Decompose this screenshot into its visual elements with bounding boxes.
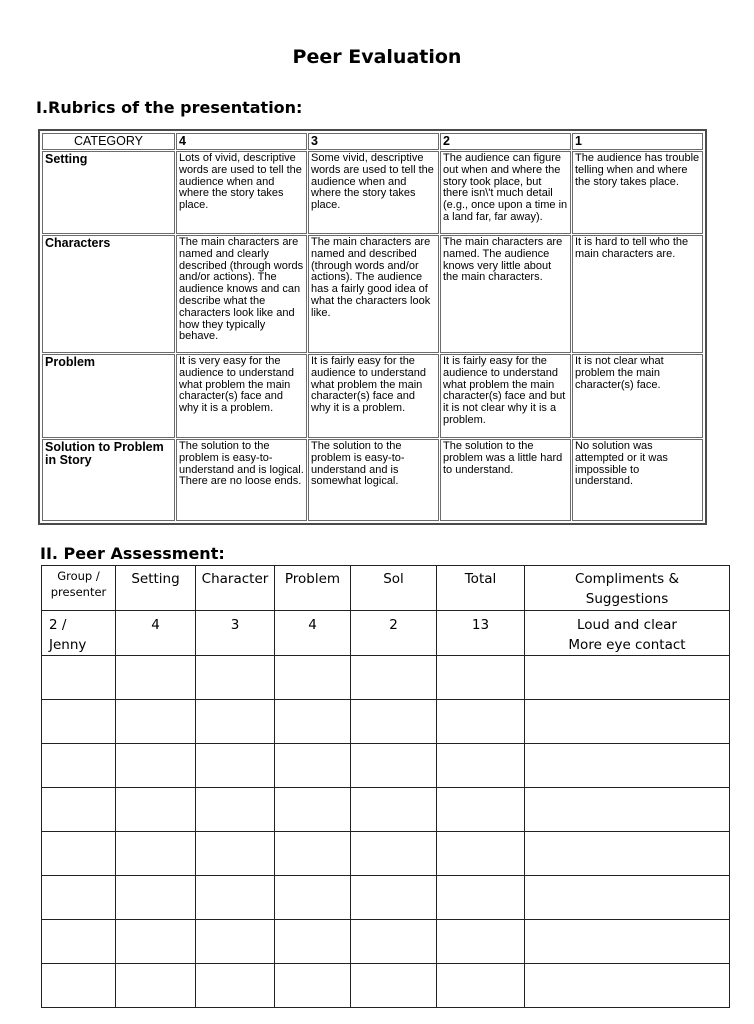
character-score xyxy=(196,744,274,748)
cell-total[interactable] xyxy=(437,920,525,964)
cell-total[interactable] xyxy=(437,964,525,1008)
table-row xyxy=(42,656,730,700)
cell-sol[interactable] xyxy=(351,876,437,920)
header-setting-label: Setting xyxy=(131,571,180,587)
setting-score xyxy=(116,744,195,748)
rubric-cell: It is fairly easy for the audience to understand what problem the main character(s) face and but it is not clear why it is a problem. xyxy=(440,354,571,438)
total-score xyxy=(437,656,524,660)
rubric-header-level-1: 1 xyxy=(572,133,703,150)
cell-sol[interactable] xyxy=(351,744,437,788)
problem-score xyxy=(275,832,350,836)
cell-character[interactable] xyxy=(196,700,275,744)
cell-group-presenter[interactable] xyxy=(42,788,116,832)
header-presenter-label: presenter xyxy=(50,585,107,599)
assessment-section-title: II. Peer Assessment: xyxy=(40,544,225,563)
sol-score xyxy=(351,876,436,880)
header-total xyxy=(437,566,525,611)
sol-score xyxy=(351,832,436,836)
rubric-row-setting xyxy=(42,151,703,234)
header-problem-label: Problem xyxy=(284,571,341,587)
cell-problem[interactable] xyxy=(275,832,351,876)
rubric-category-characters: Characters xyxy=(42,235,175,353)
total-score xyxy=(437,788,524,792)
cell-comments[interactable] xyxy=(525,700,730,744)
cell-sol[interactable] xyxy=(351,611,437,656)
cell-character[interactable] xyxy=(196,832,275,876)
rubric-header-level-4: 4 xyxy=(176,133,307,150)
rubric-header-category: CATEGORY xyxy=(42,133,175,150)
problem-score xyxy=(275,656,350,660)
header-comments xyxy=(525,566,730,611)
cell-group-presenter[interactable] xyxy=(42,656,116,700)
cell-setting[interactable] xyxy=(116,700,196,744)
rubric-category-problem: Problem xyxy=(42,354,175,438)
cell-problem[interactable] xyxy=(275,788,351,832)
rubric-cell: It is very easy for the audience to understand what problem the main character(s) face and why it is a problem. xyxy=(176,354,307,438)
cell-comments[interactable] xyxy=(525,744,730,788)
sol-score xyxy=(351,788,436,792)
sol-score xyxy=(351,744,436,748)
header-setting xyxy=(116,566,196,611)
cell-group-presenter[interactable] xyxy=(42,876,116,920)
rubric-row-solution xyxy=(42,439,703,521)
problem-score xyxy=(275,788,350,792)
assessment-header-row xyxy=(42,566,730,611)
rubric-cell: Some vivid, descriptive words are used to tell the audience when and where the story takes place. xyxy=(308,151,439,234)
rubric-header-level-2: 2 xyxy=(440,133,571,150)
cell-comments[interactable] xyxy=(525,611,730,656)
table-row xyxy=(42,876,730,920)
total-score xyxy=(437,964,524,968)
cell-setting[interactable] xyxy=(116,876,196,920)
cell-setting[interactable] xyxy=(116,964,196,1008)
problem-score xyxy=(275,920,350,924)
header-compliments-label: Compliments & xyxy=(574,571,680,587)
cell-setting[interactable] xyxy=(116,656,196,700)
cell-problem[interactable] xyxy=(275,656,351,700)
cell-character[interactable] xyxy=(196,656,275,700)
page-title: Peer Evaluation xyxy=(292,46,462,68)
setting-score: 4 xyxy=(151,617,160,633)
rubric-cell: Lots of vivid, descriptive words are used to tell the audience when and where the story takes place. xyxy=(176,151,307,234)
setting-score xyxy=(116,964,195,968)
problem-score xyxy=(275,876,350,880)
cell-problem[interactable] xyxy=(275,876,351,920)
cell-setting[interactable] xyxy=(116,744,196,788)
rubric-row-problem xyxy=(42,354,703,438)
cell-setting[interactable] xyxy=(116,788,196,832)
rubric-cell: The main characters are named and clearly described (through words and/or actions). The audience knows and can describe what the characters look like and how they typically behave. xyxy=(176,235,307,353)
cell-group-presenter[interactable] xyxy=(42,832,116,876)
rubric-category-solution: Solution to Problem in Story xyxy=(42,439,175,521)
cell-setting[interactable] xyxy=(116,920,196,964)
character-score xyxy=(196,964,274,968)
group-value: 2 / xyxy=(49,617,67,633)
cell-problem[interactable] xyxy=(275,964,351,1008)
sol-score: 2 xyxy=(389,617,398,633)
cell-sol[interactable] xyxy=(351,788,437,832)
character-score: 3 xyxy=(230,617,240,633)
problem-score xyxy=(275,700,350,704)
problem-score xyxy=(275,964,350,968)
rubric-category-setting: Setting xyxy=(42,151,175,234)
rubric-cell: The solution to the problem is easy-to-understand and is logical. There are no loose ends. xyxy=(176,439,307,521)
cell-problem[interactable] xyxy=(275,920,351,964)
cell-comments[interactable] xyxy=(525,920,730,964)
character-score xyxy=(196,788,274,792)
rubric-section-title: I.Rubrics of the presentation: xyxy=(36,98,303,117)
header-problem xyxy=(275,566,351,611)
cell-total[interactable] xyxy=(437,832,525,876)
cell-character[interactable] xyxy=(196,964,275,1008)
setting-score xyxy=(116,700,195,704)
cell-sol[interactable] xyxy=(351,656,437,700)
rubric-cell: It is fairly easy for the audience to understand what problem the main character(s) face and why it is a problem. xyxy=(308,354,439,438)
cell-character[interactable] xyxy=(196,744,275,788)
rubric-header-row xyxy=(42,133,703,150)
table-row xyxy=(42,611,730,656)
rubric-header-level-3: 3 xyxy=(308,133,439,150)
cell-total[interactable] xyxy=(437,788,525,832)
character-score xyxy=(196,876,274,880)
cell-comments[interactable] xyxy=(525,964,730,1008)
table-row xyxy=(42,832,730,876)
header-suggestions-label: Suggestions xyxy=(585,591,669,607)
sol-score xyxy=(351,964,436,968)
sol-score xyxy=(351,656,436,660)
cell-group-presenter[interactable] xyxy=(42,964,116,1008)
total-score xyxy=(437,744,524,748)
assessment-table xyxy=(41,565,730,1008)
cell-group-presenter[interactable] xyxy=(42,744,116,788)
header-sol-label: Sol xyxy=(383,571,404,587)
rubric-cell: No solution was attempted or it was impossible to understand. xyxy=(572,439,703,521)
character-score xyxy=(196,700,274,704)
rubric-cell: The solution to the problem is easy-to-understand and is somewhat logical. xyxy=(308,439,439,521)
compliment-text: Loud and clear xyxy=(577,617,677,633)
total-score: 13 xyxy=(471,617,490,633)
cell-problem[interactable] xyxy=(275,611,351,656)
table-row xyxy=(42,920,730,964)
rubric-cell: The main characters are named. The audience knows very little about the main characters. xyxy=(440,235,571,353)
cell-setting[interactable] xyxy=(116,832,196,876)
cell-character[interactable] xyxy=(196,876,275,920)
setting-score xyxy=(116,788,195,792)
presenter-value: Jenny xyxy=(49,637,87,653)
character-score xyxy=(196,920,274,924)
character-score xyxy=(196,832,274,836)
cell-total[interactable] xyxy=(437,656,525,700)
cell-sol[interactable] xyxy=(351,964,437,1008)
header-character-label: Character xyxy=(201,571,269,587)
cell-sol[interactable] xyxy=(351,700,437,744)
suggestion-text: More eye contact xyxy=(568,637,686,653)
header-total-label: Total xyxy=(464,571,497,587)
setting-score xyxy=(116,920,195,924)
table-row xyxy=(42,744,730,788)
header-group-label: Group / xyxy=(57,569,100,583)
cell-total[interactable] xyxy=(437,876,525,920)
total-score xyxy=(437,700,524,704)
header-group-presenter xyxy=(42,566,116,611)
cell-problem[interactable] xyxy=(275,744,351,788)
cell-comments[interactable] xyxy=(525,832,730,876)
cell-sol[interactable] xyxy=(351,920,437,964)
cell-group-presenter[interactable] xyxy=(42,611,116,656)
rubric-cell: The solution to the problem was a little hard to understand. xyxy=(440,439,571,521)
problem-score xyxy=(275,744,350,748)
cell-group-presenter[interactable] xyxy=(42,920,116,964)
cell-total[interactable] xyxy=(437,700,525,744)
rubric-cell: The main characters are named and described (through words and/or actions). The audience has a fairly good idea of what the characters look like. xyxy=(308,235,439,353)
sol-score xyxy=(351,700,436,704)
character-score xyxy=(196,656,274,660)
setting-score xyxy=(116,656,195,660)
cell-setting[interactable] xyxy=(116,611,196,656)
total-score xyxy=(437,876,524,880)
setting-score xyxy=(116,876,195,880)
cell-comments[interactable] xyxy=(525,876,730,920)
sol-score xyxy=(351,920,436,924)
cell-comments[interactable] xyxy=(525,656,730,700)
cell-character[interactable] xyxy=(196,920,275,964)
rubric-cell: The audience can figure out when and where the story took place, but there isn\'t much detail (e.g., once upon a time in a land far, far away). xyxy=(440,151,571,234)
setting-score xyxy=(116,832,195,836)
cell-character[interactable] xyxy=(196,611,275,656)
total-score xyxy=(437,832,524,836)
rubric-table xyxy=(41,132,704,522)
rubric-cell: It is hard to tell who the main characters are. xyxy=(572,235,703,353)
cell-total[interactable] xyxy=(437,611,525,656)
header-sol xyxy=(351,566,437,611)
table-row xyxy=(42,964,730,1008)
header-character xyxy=(196,566,275,611)
table-row xyxy=(42,700,730,744)
rubric-cell: It is not clear what problem the main character(s) face. xyxy=(572,354,703,438)
table-row xyxy=(42,788,730,832)
rubric-row-characters xyxy=(42,235,703,353)
cell-character[interactable] xyxy=(196,788,275,832)
total-score xyxy=(437,920,524,924)
cell-total[interactable] xyxy=(437,744,525,788)
rubric-cell: The audience has trouble telling when and where the story takes place. xyxy=(572,151,703,234)
cell-sol[interactable] xyxy=(351,832,437,876)
cell-group-presenter[interactable] xyxy=(42,700,116,744)
cell-problem[interactable] xyxy=(275,700,351,744)
cell-comments[interactable] xyxy=(525,788,730,832)
rubric-table-frame xyxy=(38,129,707,525)
problem-score: 4 xyxy=(308,617,317,633)
